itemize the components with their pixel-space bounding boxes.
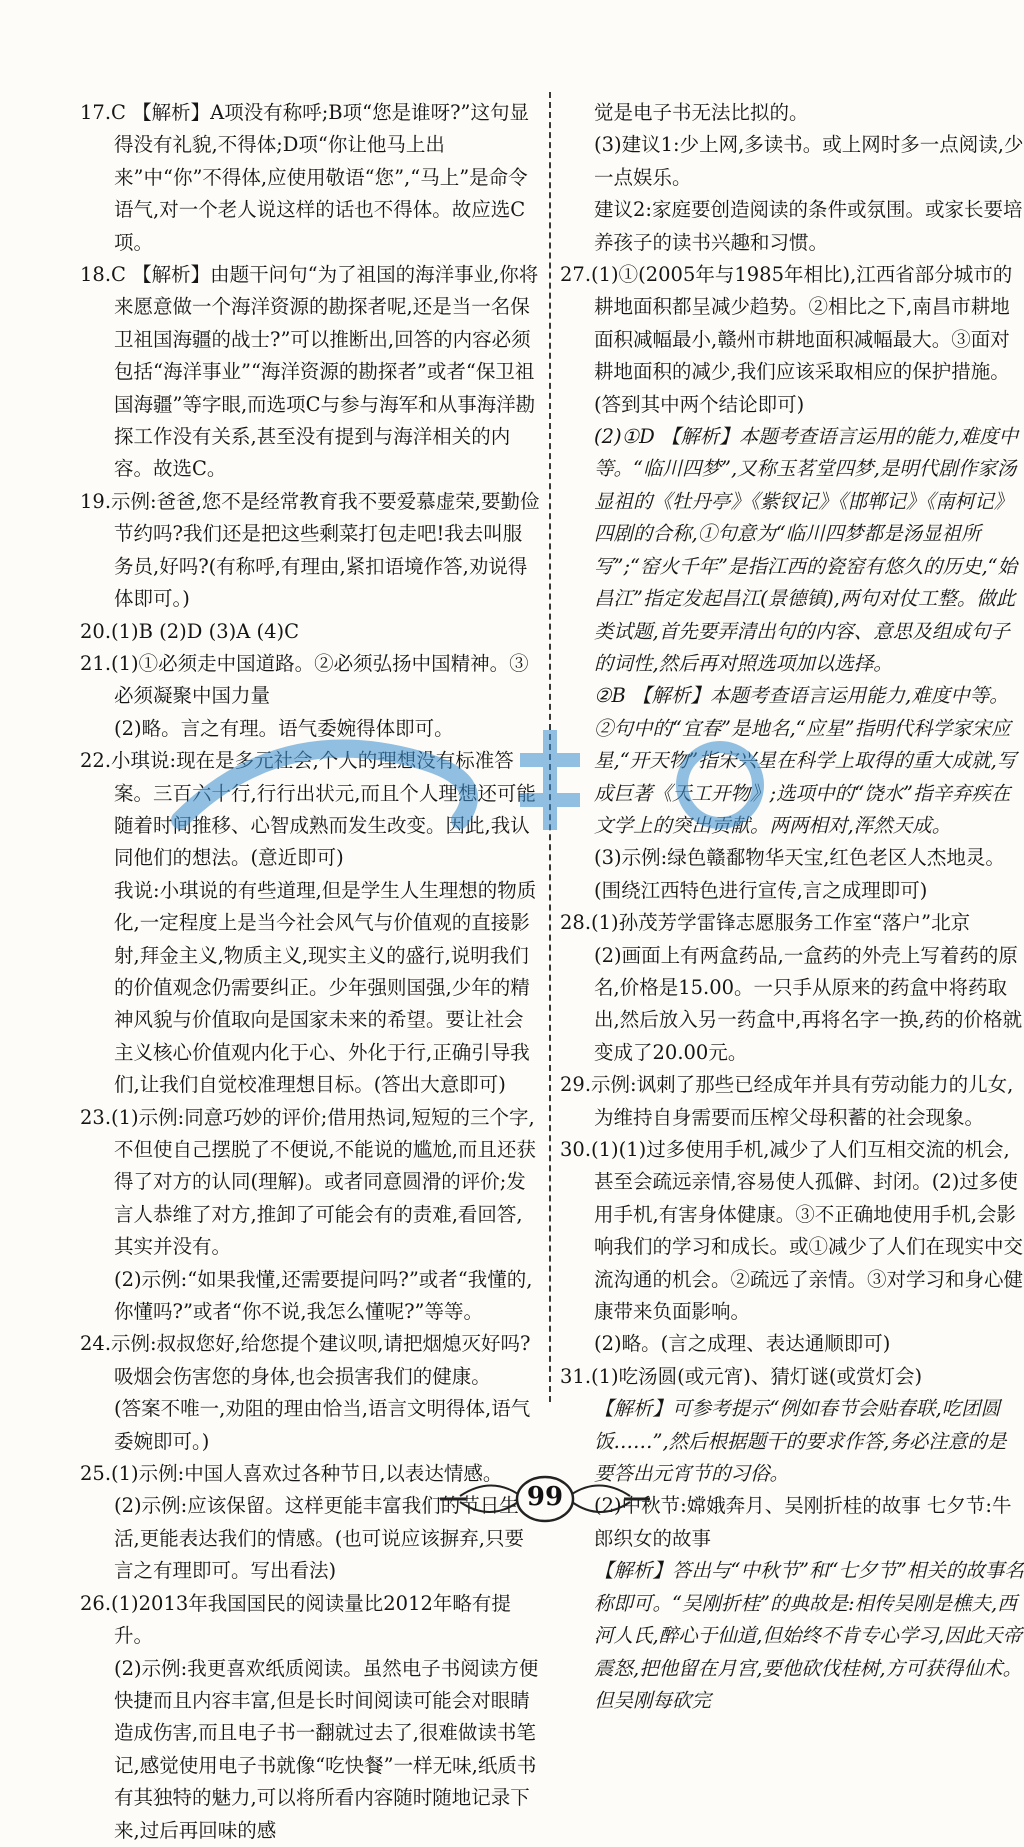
- answer-31: 31.(1)吃汤圆(或元宵)、猜灯谜(或赏灯会): [560, 1364, 923, 1388]
- answer-17: 17.C 【解析】A项没有称呼;B项“您是谁呀?”这句显得没有礼貌,不得体;D项“你让他马上出来”中“你”不得体,应使用敬语“您”,“马上”是命令语气,对一个老人说这样的话也不得体。故应选C项。: [80, 101, 530, 254]
- answer-24: 24.示例:叔叔您好,给您提个建议呗,请把烟熄灭好吗?吸烟会伤害您的身体,也会损害我们的健康。: [80, 1332, 531, 1388]
- answer-26-part3b: 建议2:家庭要创造阅读的条件或氛围。或家长要培养孩子的读书兴趣和习惯。: [594, 198, 1023, 254]
- answer-27: 27.(1)①(2005年与1985年相比),江西省部分城市的耕地面积都呈减少趋势。②相比之下,南昌市耕地面积减幅最小,赣州市耕地面积减幅最大。③面对耕地面积的减少,我们应该采取相应的保护措施。(答到其中两个结论即可): [560, 263, 1013, 416]
- answer-29: 29.示例:讽刺了那些已经成年并具有劳动能力的儿女,为维持自身需要而压榨父母积蓄的社会现象。: [560, 1073, 1014, 1129]
- answer-22: 22.小琪说:现在是多元社会,个人的理想没有标准答案。三百六十行,行行出状元,而且个人理想还可能随着时间推移、心智成熟而发生改变。因此,我认同他们的想法。(意近即可): [80, 749, 536, 870]
- answer-26-part2: (2)示例:我更喜欢纸质阅读。虽然电子书阅读方便快捷而且内容丰富,但是长时间阅读可能会对眼睛造成伤害,而且电子书一翻就过去了,很难做读书笔记,感觉使用电子书就像“吃快餐”一样无味,纸质书有其独特的魅力,可以将所看内容随时随地记录下来,过后再回味的感: [114, 1656, 539, 1842]
- answer-28: 28.(1)孙茂芳学雷锋志愿服务工作室“落户”北京: [560, 911, 971, 935]
- answer-23: 23.(1)示例:同意巧妙的评价;借用热词,短短的三个字,不但使自己摆脱了不便说,不能说的尴尬,而且还获得了对方的认同(理解)。或者同意圆滑的评价;发言人恭维了对方,推卸了可能会有的责难,看回答,其实并没有。: [80, 1105, 536, 1259]
- page-footer-ornament-icon: [0, 1468, 1024, 1528]
- answer-31-analysis2: 【解析】答出与“中秋节”和“七夕节”相关的故事名称即可。“吴刚折桂”的典故是:相传吴刚是樵夫,西河人氏,醉心于仙道,但始终不肯专心学习,因此天帝震怒,把他留在月宫,要他砍伐桂树,方可获得仙术。但吴刚每砍完: [594, 1559, 1024, 1712]
- answer-27-part2b: ②B 【解析】本题考查语言运用能力,难度中等。②句中的“宜春”是地名,“应星”指明代科学家宋应星,“开天物”指宋兴星在科学上取得的重大成就,写成巨著《天工开物》;选项中的“饶水”指辛弃疾在文学上的突出贡献。两两相对,浑然天成。: [594, 684, 1017, 837]
- answer-26-part3: (3)建议1:少上网,多读书。或上网时多一点阅读,少一点娱乐。: [594, 133, 1024, 189]
- answer-27-part3: (3)示例:绿色赣鄱物华天宝,红色老区人杰地灵。(围绕江西特色进行宣传,言之成理即可): [594, 846, 1005, 902]
- answer-26-continued: 觉是电子书无法比拟的。: [594, 101, 809, 124]
- answer-18: 18.C 【解析】由题干问句“为了祖国的海洋事业,你将来愿意做一个海洋资源的勘探者呢,还是当一名保卫祖国海疆的战士?”可以推断出,回答的内容必须包括“海洋事业”“海洋资源的勘探者”或者“保卫祖国海疆”等字眼,而选项C与参与海军和从事海洋勘探工作没有关系,甚至没有提到与海洋相关的内容。故选C。: [80, 263, 539, 481]
- answer-23-part2: (2)示例:“如果我懂,还需要提问吗?”或者“我懂的,你懂吗?”或者“你不说,我怎么懂呢?”等等。: [114, 1267, 533, 1324]
- answer-21-part2: (2)略。言之有理。语气委婉得体即可。: [114, 716, 454, 740]
- answer-25-part2: (2)示例:应该保留。这样更能丰富我们的节日生活,更能表达我们的情感。(也可说应该摒弃,只要言之有理即可。写出看法): [114, 1494, 525, 1583]
- answer-31-part2: (2)中秋节:嫦娥奔月、吴刚折桂的故事 七夕节:牛郎织女的故事: [594, 1494, 1012, 1550]
- page-number: 99: [526, 1482, 564, 1512]
- answer-22-part2: 我说:小琪说的有些道理,但是学生人生理想的物质化,一定程度上是当今社会风气与价值观的直接影射,拜金主义,物质主义,现实主义的盛行,说明我们的价值观念仍需要纠正。少年强则国强,少年的精神风貌与价值取向是国家未来的希望。要让社会主义核心价值观内化于心、外化于行,正确引导我们,让我们自觉校准理想目标。(答出大意即可): [114, 878, 537, 1097]
- answer-31-analysis1: 【解析】可参考提示“例如春节会贴春联,吃团圆饭……”,然后根据题干的要求作答,务必注意的是要答出元宵节的习俗。: [594, 1397, 1007, 1486]
- answer-26: 26.(1)2013年我国国民的阅读量比2012年略有提升。: [80, 1591, 511, 1648]
- answer-19: 19.示例:爸爸,您不是经常教育我不要爱慕虚荣,要勤俭节约吗?我们还是把这些剩菜打包走吧!我去叫服务员,好吗?(有称呼,有理由,紧扣语境作答,劝说得体即可。): [80, 489, 540, 611]
- answer-21: 21.(1)①必须走中国道路。②必须弘扬中国精神。③必须凝聚中国力量: [80, 651, 529, 708]
- answer-24-part2: (答案不唯一,劝阻的理由恰当,语言文明得体,语气委婉即可。): [114, 1397, 531, 1453]
- left-column: [80, 97, 540, 1847]
- answer-30-part2: (2)略。(言之成理、表达通顺即可): [594, 1332, 891, 1356]
- answer-28-part2: (2)画面上有两盒药品,一盒药的外壳上写着药的原名,价格是15.00。一只手从原来的药盒中将药取出,然后放入另一药盒中,再将名字一换,药的价格就变成了20.00元。: [594, 943, 1023, 1064]
- watermark-logo-icon: [160, 700, 880, 860]
- answer-30: 30.(1)(1)过多使用手机,减少了人们互相交流的机会,甚至会疏远亲情,容易使人孤僻、封闭。(2)过多使用手机,有害身体健康。③不正确地使用手机,会影响我们的学习和成长。或①减少了人们在现实中交流沟通的机会。②疏远了亲情。③对学习和身心健康带来负面影响。: [560, 1138, 1024, 1324]
- answer-20: 20.(1)B (2)D (3)A (4)C: [80, 619, 300, 643]
- answer-27-part2: (2)①D 【解析】本题考查语言运用的能力,难度中等。“临川四梦”,又称玉茗堂四梦,是明代剧作家汤显祖的《牡丹亭》《紫钗记》《邯郸记》《南柯记》四剧的合称,①句意为“临川四梦都是汤显祖所写”;“窑火千年”是指江西的瓷窑有悠久的历史,“始昌江”指定发起昌江(景德镇),两句对仗工整。做此类试题,首先要弄清出句的内容、意思及组成句子的词性,然后再对照选项加以选择。: [594, 425, 1019, 675]
- answer-25: 25.(1)示例:中国人喜欢过各种节日,以表达情感。: [80, 1462, 503, 1486]
